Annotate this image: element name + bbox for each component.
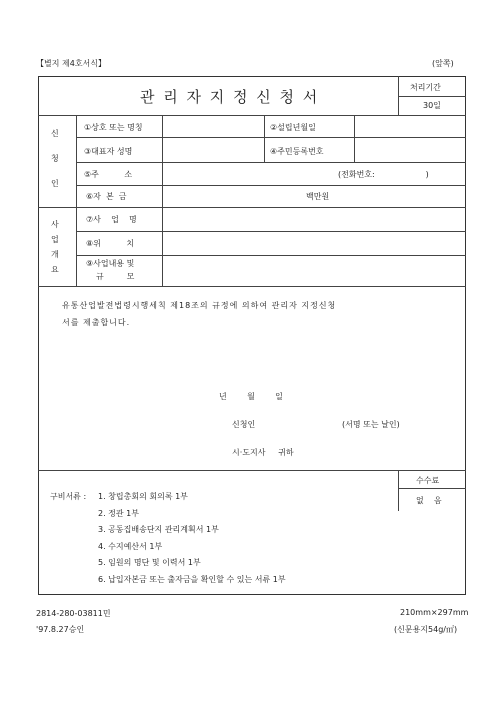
business-scale-label: ⑨사업내용 및	[86, 259, 135, 268]
signature-note: (서명 또는 날인)	[342, 420, 400, 429]
document-item: 4. 수지예산서 1부	[98, 542, 163, 551]
document-item: 3. 공동집배송단지 관리계획서 1부	[98, 525, 219, 534]
paper-size: 210mm×297mm	[400, 608, 469, 617]
address-label: ⑤주 소	[84, 170, 133, 179]
fee-label: 수수료	[416, 476, 440, 485]
recipient-line: 시·도지사 귀하	[232, 448, 294, 457]
representative-label: ③대표자 성명	[84, 147, 133, 156]
applicant-group-char: 청	[51, 154, 59, 163]
capital-unit: 백만원	[306, 192, 330, 201]
document-item: 5. 임원의 명단 및 이력서 1부	[98, 558, 201, 567]
paper-type: (신문용지54g/㎡)	[394, 625, 458, 634]
date-line: 년 월 일	[219, 392, 283, 401]
page-side-label: (앞쪽)	[432, 59, 454, 68]
processing-period-value: 30일	[423, 101, 441, 110]
applicant-group-char: 신	[51, 129, 59, 138]
form-number: 【별지 제4호서식】	[36, 59, 107, 68]
business-name-label: ①상호 또는 명칭	[84, 123, 143, 132]
business-scale-label: 규 모	[96, 272, 135, 281]
location-label: ⑧위 치	[86, 239, 135, 248]
applicant-signature-label: 신청인	[232, 420, 256, 429]
capital-label: ⑥자 본 금	[86, 192, 127, 201]
approval-date: '97.8.27승인	[36, 625, 85, 634]
form-title: 관 리 자 지 정 신 청 서	[140, 88, 320, 106]
statement-text: 서를 제출합니다.	[62, 318, 131, 327]
form-code: 2814-280-03811민	[36, 609, 111, 618]
business-group-char: 사	[51, 220, 59, 229]
business-group-char: 업	[51, 235, 59, 244]
fee-value: 없 음	[416, 496, 442, 505]
business-group-char: 개	[51, 250, 59, 259]
document-item: 6. 납입자본금 또는 출자금을 확인할 수 있는 서류 1부	[98, 575, 286, 584]
applicant-group-char: 인	[51, 179, 59, 188]
resident-id-label: ④주민등록번호	[270, 147, 324, 156]
phone-label: (전화번호: )	[338, 170, 429, 179]
processing-period-label: 처리기간	[410, 83, 441, 92]
statement-text: 유통산업발전법령시행세칙 제18조의 규정에 의하여 관리자 지정신청	[62, 301, 337, 310]
business-group-char: 요	[51, 265, 59, 274]
business-item-label: ⑦사 업 명	[86, 215, 137, 224]
founded-date-label: ②설립년월일	[270, 123, 316, 132]
document-item: 1. 창립총회의 회의록 1부	[98, 492, 188, 501]
documents-label: 구비서류 :	[50, 492, 87, 501]
document-item: 2. 정관 1부	[98, 509, 139, 518]
